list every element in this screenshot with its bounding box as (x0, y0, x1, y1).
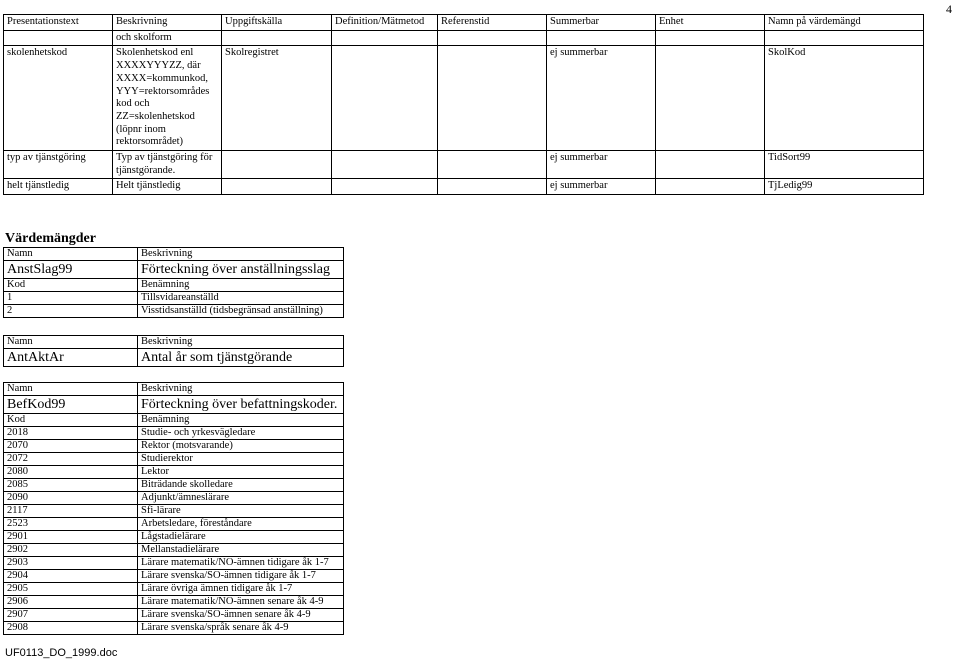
column-header: Beskrivning (113, 15, 222, 31)
table-row (4, 261, 344, 279)
name-header: Namn (4, 248, 138, 261)
item-code: 2904 (4, 570, 138, 583)
footer-filename: UF0113_DO_1999.doc (5, 647, 118, 659)
value-set-description: Förteckning över anställningsslag (138, 261, 344, 279)
item-code: 2117 (4, 505, 138, 518)
table-cell (656, 30, 765, 46)
item-code: 2907 (4, 609, 138, 622)
table-row (4, 544, 344, 557)
table-row (4, 453, 344, 466)
column-header: Summerbar (547, 15, 656, 31)
name-header: Namn (4, 383, 138, 396)
table-cell (438, 151, 547, 179)
value-set-table (3, 335, 344, 367)
table-row (4, 336, 344, 349)
value-set-table (3, 247, 344, 318)
item-label: Lärare svenska/språk senare åk 4-9 (138, 622, 344, 635)
table-cell: SkolKod (765, 46, 924, 151)
item-label: Lärare matematik/NO-ämnen senare åk 4-9 (138, 596, 344, 609)
table-row (4, 557, 344, 570)
table-row (4, 583, 344, 596)
table-cell (656, 46, 765, 151)
table-cell (4, 30, 113, 46)
item-label: Visstidsanställd (tidsbegränsad anställning) (138, 305, 344, 318)
item-code: 2901 (4, 531, 138, 544)
table-row (4, 479, 344, 492)
table-row (4, 151, 924, 179)
table-cell: skolenhetskod (4, 46, 113, 151)
value-set-name: AntAktAr (4, 349, 138, 367)
table-row (4, 427, 344, 440)
item-code: 2 (4, 305, 138, 318)
item-label: Lärare matematik/NO-ämnen tidigare åk 1-7 (138, 557, 344, 570)
table-cell: typ av tjänstgöring (4, 151, 113, 179)
table-row (4, 466, 344, 479)
item-code: 2070 (4, 440, 138, 453)
description-header: Beskrivning (138, 248, 344, 261)
table-cell (438, 46, 547, 151)
item-label: Lärare övriga ämnen tidigare åk 1-7 (138, 583, 344, 596)
value-set-table (3, 382, 344, 635)
table-row (4, 440, 344, 453)
table-row (4, 248, 344, 261)
table-cell: ej summerbar (547, 46, 656, 151)
table-row (4, 518, 344, 531)
item-label: Arbetsledare, föreståndare (138, 518, 344, 531)
item-code: 2072 (4, 453, 138, 466)
table-row (4, 383, 344, 396)
table-cell: ej summerbar (547, 151, 656, 179)
page-number: 4 (946, 2, 952, 16)
table-cell: ej summerbar (547, 179, 656, 195)
item-code: 2908 (4, 622, 138, 635)
code-header: Kod (4, 414, 138, 427)
table-cell (332, 46, 438, 151)
column-header: Definition/Mätmetod (332, 15, 438, 31)
item-code: 1 (4, 292, 138, 305)
code-header: Kod (4, 279, 138, 292)
table-row (4, 414, 344, 427)
table-cell (547, 30, 656, 46)
table-cell (332, 151, 438, 179)
table-row (4, 46, 924, 151)
table-row (4, 30, 924, 46)
item-label: Adjunkt/ämneslärare (138, 492, 344, 505)
table-row (4, 179, 924, 195)
table-cell (332, 30, 438, 46)
value-set-name: AnstSlag99 (4, 261, 138, 279)
column-header: Presentationstext (4, 15, 113, 31)
description-header: Beskrivning (138, 383, 344, 396)
label-header: Benämning (138, 279, 344, 292)
table-row (4, 531, 344, 544)
item-label: Lektor (138, 466, 344, 479)
table-row (4, 292, 344, 305)
table-cell (438, 30, 547, 46)
table-cell (332, 179, 438, 195)
table-cell: Typ av tjänstgöring för tjänstgörande. (113, 151, 222, 179)
table-cell: TidSort99 (765, 151, 924, 179)
item-label: Rektor (motsvarande) (138, 440, 344, 453)
table-row (4, 492, 344, 505)
column-header: Uppgiftskälla (222, 15, 332, 31)
value-set-description: Antal år som tjänstgörande (138, 349, 344, 367)
label-header: Benämning (138, 414, 344, 427)
table-row (4, 279, 344, 292)
column-header: Namn på värdemängd (765, 15, 924, 31)
name-header: Namn (4, 336, 138, 349)
column-header: Enhet (656, 15, 765, 31)
table-row (4, 570, 344, 583)
table-cell (222, 30, 332, 46)
table-cell (222, 179, 332, 195)
variables-table (3, 14, 924, 195)
table-cell (765, 30, 924, 46)
table-row (4, 622, 344, 635)
table-cell: Skolregistret (222, 46, 332, 151)
table-cell: och skolform (113, 30, 222, 46)
item-label: Mellanstadielärare (138, 544, 344, 557)
item-code: 2080 (4, 466, 138, 479)
item-label: Studie- och yrkesvägledare (138, 427, 344, 440)
item-label: Studierektor (138, 453, 344, 466)
table-cell (656, 151, 765, 179)
table-cell (438, 179, 547, 195)
item-code: 2902 (4, 544, 138, 557)
column-header: Referenstid (438, 15, 547, 31)
item-label: Lågstadielärare (138, 531, 344, 544)
item-code: 2085 (4, 479, 138, 492)
value-sets-title: Värdemängder (5, 231, 96, 246)
table-cell (656, 179, 765, 195)
table-cell (222, 151, 332, 179)
item-code: 2903 (4, 557, 138, 570)
item-code: 2018 (4, 427, 138, 440)
item-label: Lärare svenska/SO-ämnen senare åk 4-9 (138, 609, 344, 622)
table-row (4, 609, 344, 622)
table-row (4, 505, 344, 518)
table-row (4, 305, 344, 318)
table-cell: Helt tjänstledig (113, 179, 222, 195)
table-row (4, 349, 344, 367)
value-set-description: Förteckning över befattningskoder. (138, 396, 344, 414)
item-code: 2523 (4, 518, 138, 531)
item-label: Tillsvidareanställd (138, 292, 344, 305)
table-row (4, 396, 344, 414)
table-row (4, 596, 344, 609)
table-cell: helt tjänstledig (4, 179, 113, 195)
item-code: 2090 (4, 492, 138, 505)
item-code: 2905 (4, 583, 138, 596)
description-header: Beskrivning (138, 336, 344, 349)
item-code: 2906 (4, 596, 138, 609)
table-cell: TjLedig99 (765, 179, 924, 195)
table-cell: Skolenhetskod enl XXXXYYYZZ, där XXXX=kommunkod, YYY=rektorsområdes kod och ZZ=skolenhetskod (löpnr inom rektorsområdet) (113, 46, 222, 151)
item-label: Biträdande skolledare (138, 479, 344, 492)
value-set-name: BefKod99 (4, 396, 138, 414)
item-label: Lärare svenska/SO-ämnen tidigare åk 1-7 (138, 570, 344, 583)
item-label: Sfi-lärare (138, 505, 344, 518)
